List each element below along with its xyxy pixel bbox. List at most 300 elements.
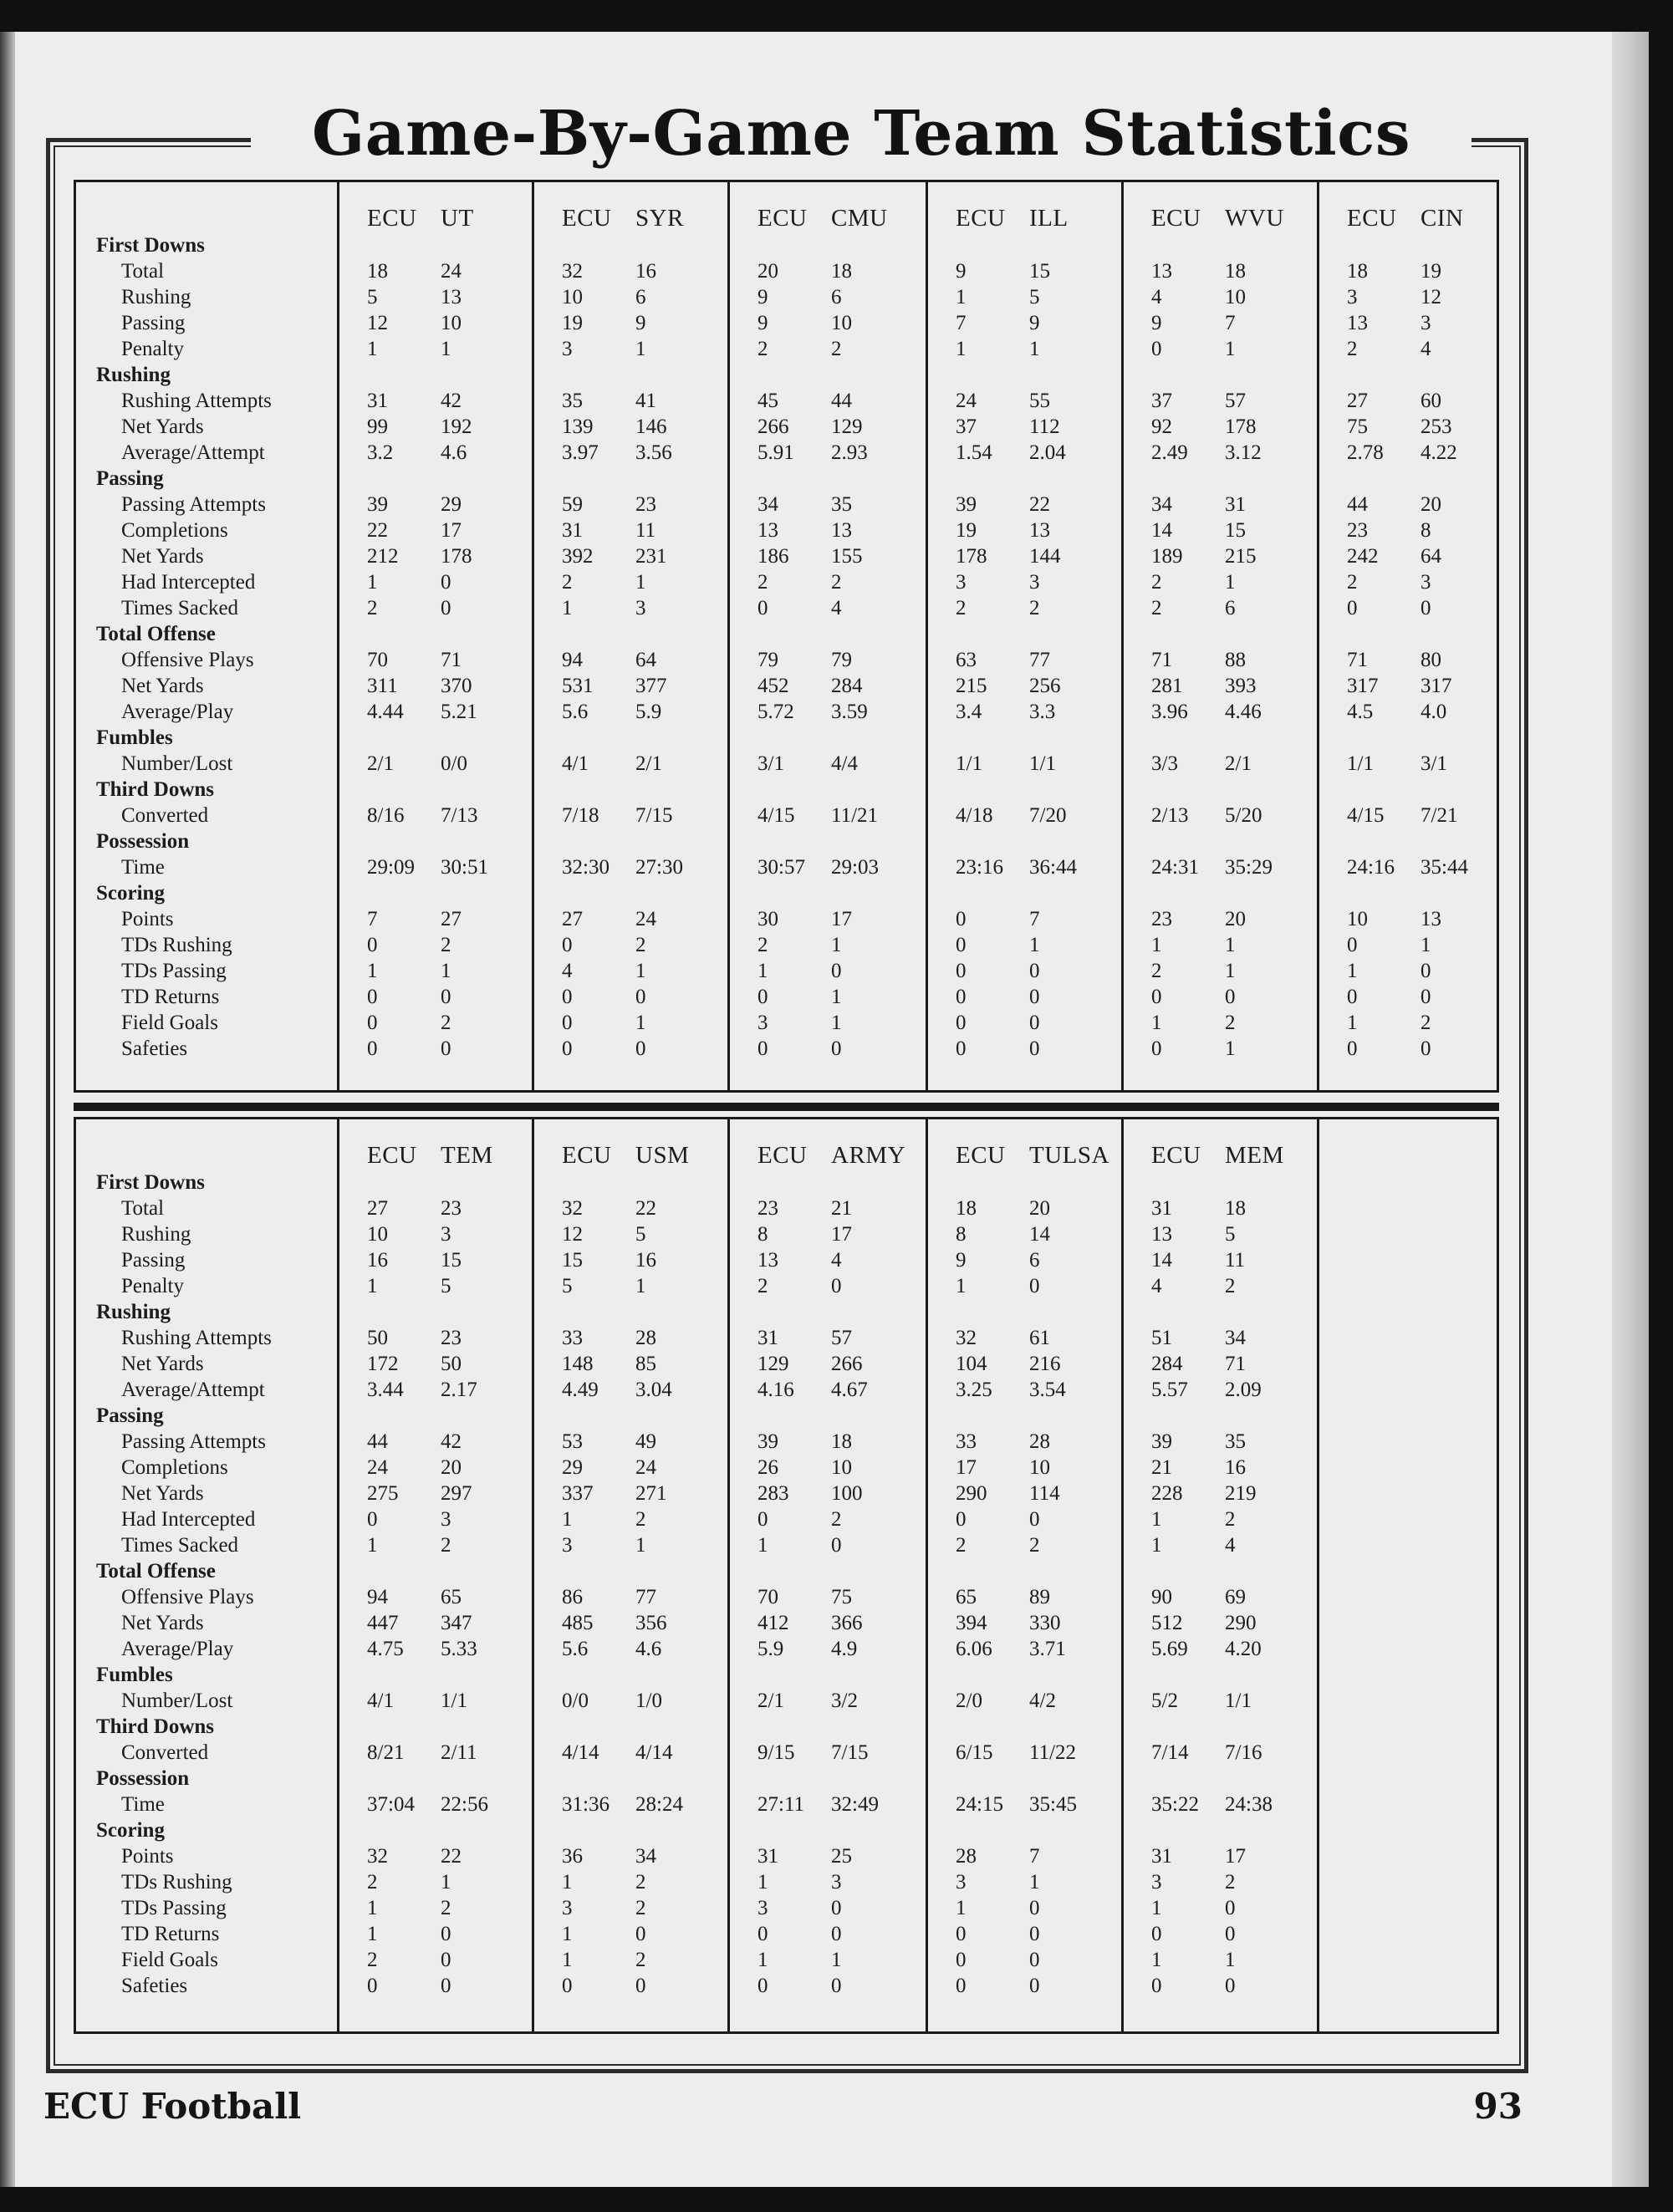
- stat-value-home: 3.97: [562, 441, 599, 464]
- row-label: Penalty: [121, 338, 184, 360]
- stat-value-home: 4/1: [562, 752, 589, 775]
- stat-value-home: 1: [367, 338, 378, 360]
- row-group-label: Scoring: [96, 882, 165, 905]
- stat-value-opponent: 0: [441, 571, 451, 594]
- row-label: TD Returns: [121, 1923, 220, 1945]
- stat-value-home: 9: [1151, 312, 1162, 334]
- row-label: Converted: [121, 804, 209, 827]
- stat-value-home: 5: [562, 1275, 573, 1297]
- stat-value-opponent: 17: [441, 519, 462, 542]
- stat-value-opponent: 1: [635, 1534, 646, 1557]
- stat-value-home: 189: [1151, 545, 1183, 568]
- stat-value-opponent: 3: [831, 1871, 842, 1893]
- row-label: Rushing: [121, 286, 191, 308]
- stat-value-opponent: 5: [441, 1275, 451, 1297]
- stat-value-home: 0: [1151, 338, 1162, 360]
- stat-value-home: 2: [1151, 597, 1162, 619]
- stat-value-opponent: 64: [635, 649, 656, 671]
- stat-value-home: 0: [367, 1037, 378, 1060]
- stat-value-opponent: 0: [441, 597, 451, 619]
- stat-value-home: 0: [562, 934, 573, 956]
- stat-value-opponent: 22: [1029, 493, 1050, 516]
- stat-value-opponent: 1: [1029, 1871, 1040, 1893]
- stat-value-opponent: 9: [635, 312, 646, 334]
- stat-value-home: 447: [367, 1612, 399, 1634]
- stat-value-opponent: 16: [635, 260, 656, 283]
- team-header-opponent: MEM: [1225, 1142, 1284, 1169]
- stat-value-home: 0: [956, 1508, 967, 1531]
- stat-value-home: 29:09: [367, 856, 415, 879]
- stat-value-opponent: 11: [1225, 1249, 1246, 1272]
- stat-value-home: 4/15: [1347, 804, 1385, 827]
- stat-value-opponent: 155: [831, 545, 863, 568]
- stat-value-opponent: 0: [1225, 986, 1236, 1008]
- stat-value-opponent: 69: [1225, 1586, 1246, 1608]
- stat-value-home: 39: [367, 493, 388, 516]
- stat-value-opponent: 0: [1421, 597, 1431, 619]
- stat-value-opponent: 41: [635, 390, 656, 412]
- stat-value-opponent: 3.56: [635, 441, 672, 464]
- stat-value-opponent: 35:44: [1421, 856, 1468, 879]
- row-label: Offensive Plays: [121, 1586, 254, 1608]
- stat-value-home: 24: [956, 390, 977, 412]
- stat-value-opponent: 0: [831, 1037, 842, 1060]
- stat-value-opponent: 2.04: [1029, 441, 1066, 464]
- stat-value-home: 178: [956, 545, 987, 568]
- stat-value-opponent: 7: [1029, 908, 1040, 930]
- stat-value-opponent: 2.93: [831, 441, 868, 464]
- stat-value-home: 0: [367, 1012, 378, 1034]
- stat-value-opponent: 178: [1225, 415, 1257, 438]
- stat-value-home: 34: [757, 493, 778, 516]
- stat-value-home: 51: [1151, 1327, 1172, 1349]
- stat-value-opponent: 2: [1029, 597, 1040, 619]
- stat-value-opponent: 3: [441, 1223, 451, 1246]
- stat-value-opponent: 2: [1225, 1275, 1236, 1297]
- page-title: Game-By-Game Team Statistics: [251, 88, 1472, 180]
- page-edge: [1612, 32, 1649, 2187]
- stat-value-home: 1: [562, 1949, 573, 1971]
- stat-value-home: 39: [956, 493, 977, 516]
- stat-value-opponent: 31: [1225, 493, 1246, 516]
- stat-value-opponent: 24: [441, 260, 462, 283]
- stat-value-home: 0: [562, 986, 573, 1008]
- stat-value-opponent: 23: [441, 1197, 462, 1220]
- stat-value-opponent: 1/1: [1029, 752, 1056, 775]
- stat-value-home: 0: [757, 986, 768, 1008]
- stat-value-home: 281: [1151, 675, 1183, 697]
- stat-value-home: 412: [757, 1612, 789, 1634]
- stat-value-opponent: 55: [1029, 390, 1050, 412]
- stat-value-opponent: 75: [831, 1586, 852, 1608]
- stat-value-opponent: 1: [441, 960, 451, 982]
- stat-value-opponent: 2: [635, 1897, 646, 1919]
- stat-value-home: 3: [956, 1871, 967, 1893]
- stat-value-home: 2: [1347, 338, 1358, 360]
- stat-value-opponent: 3: [1421, 571, 1431, 594]
- column-divider: [337, 182, 339, 1090]
- row-group-label: Fumbles: [96, 726, 173, 749]
- row-label: Passing: [121, 312, 186, 334]
- stat-value-opponent: 3.54: [1029, 1379, 1066, 1401]
- stat-value-opponent: 22: [635, 1197, 656, 1220]
- stat-value-home: 2: [367, 1949, 378, 1971]
- stat-value-home: 5.69: [1151, 1638, 1188, 1660]
- stat-value-opponent: 21: [831, 1197, 852, 1220]
- stat-value-opponent: 61: [1029, 1327, 1050, 1349]
- stat-value-home: 30:57: [757, 856, 805, 879]
- row-label: Times Sacked: [121, 597, 239, 619]
- stat-value-opponent: 5: [635, 1223, 646, 1246]
- stat-value-opponent: 2: [635, 934, 646, 956]
- stat-value-opponent: 15: [1225, 519, 1246, 542]
- column-divider: [1317, 182, 1319, 1090]
- stat-value-opponent: 11/22: [1029, 1741, 1077, 1764]
- stat-value-home: 2: [757, 571, 768, 594]
- stat-value-opponent: 0: [635, 1037, 646, 1060]
- column-divider: [926, 182, 928, 1090]
- stat-value-opponent: 24: [635, 1456, 656, 1479]
- stat-value-opponent: 2: [635, 1871, 646, 1893]
- stat-value-home: 36: [562, 1845, 583, 1868]
- stat-value-home: 71: [1347, 649, 1368, 671]
- stat-value-home: 92: [1151, 415, 1172, 438]
- stat-value-opponent: 13: [831, 519, 852, 542]
- stat-value-home: 4: [562, 960, 573, 982]
- stat-value-opponent: 10: [1225, 286, 1246, 308]
- row-label: Net Yards: [121, 1353, 204, 1375]
- stat-value-opponent: 42: [441, 390, 462, 412]
- stat-value-home: 23: [1151, 908, 1172, 930]
- stat-value-opponent: 3: [1421, 312, 1431, 334]
- stat-value-home: 1: [367, 1897, 378, 1919]
- stat-value-home: 31: [1151, 1197, 1172, 1220]
- stat-value-home: 14: [1151, 519, 1172, 542]
- stat-value-home: 1: [367, 1534, 378, 1557]
- stat-value-opponent: 28:24: [635, 1793, 683, 1816]
- stat-value-opponent: 4: [1421, 338, 1431, 360]
- stat-value-home: 3.4: [956, 701, 982, 723]
- row-label: Net Yards: [121, 545, 204, 568]
- stat-value-opponent: 13: [1029, 519, 1050, 542]
- stat-value-opponent: 1: [1225, 1037, 1236, 1060]
- section-divider: [74, 1103, 1499, 1111]
- stat-value-opponent: 0: [1029, 986, 1040, 1008]
- stat-value-home: 9: [757, 286, 768, 308]
- stat-value-home: 44: [367, 1430, 388, 1453]
- stat-value-home: 94: [367, 1586, 388, 1608]
- stat-value-opponent: 4.6: [441, 441, 467, 464]
- stat-value-opponent: 7/20: [1029, 804, 1067, 827]
- stat-value-home: 1.54: [956, 441, 992, 464]
- stat-value-home: 31: [1151, 1845, 1172, 1868]
- stat-value-home: 32: [956, 1327, 977, 1349]
- stat-value-opponent: 18: [1225, 260, 1246, 283]
- stat-value-opponent: 370: [441, 675, 472, 697]
- stat-value-home: 266: [757, 415, 789, 438]
- stat-value-opponent: 2: [831, 571, 842, 594]
- stat-value-home: 3.25: [956, 1379, 992, 1401]
- stat-value-home: 45: [757, 390, 778, 412]
- stat-value-home: 3: [757, 1897, 768, 1919]
- stat-value-opponent: 1: [635, 1275, 646, 1297]
- stat-value-home: 0: [367, 934, 378, 956]
- stat-value-home: 71: [1151, 649, 1172, 671]
- stat-value-home: 0: [1347, 986, 1358, 1008]
- stat-value-home: 2: [757, 934, 768, 956]
- stat-value-opponent: 317: [1421, 675, 1452, 697]
- stat-value-opponent: 7/21: [1421, 804, 1458, 827]
- stat-value-home: 10: [367, 1223, 388, 1246]
- stat-value-home: 5.6: [562, 701, 589, 723]
- team-header-home: ECU: [562, 1142, 612, 1169]
- stat-value-home: 65: [956, 1586, 977, 1608]
- row-label: Net Yards: [121, 1482, 204, 1505]
- stat-value-home: 452: [757, 675, 789, 697]
- stat-value-opponent: 0: [831, 1534, 842, 1557]
- team-header-opponent: ILL: [1029, 205, 1069, 232]
- stat-value-opponent: 71: [441, 649, 462, 671]
- stats-table-bottom: [74, 1117, 1499, 2034]
- team-header-home: ECU: [367, 1142, 417, 1169]
- stat-value-home: 8/21: [367, 1741, 405, 1764]
- stat-value-home: 4.44: [367, 701, 404, 723]
- stat-value-opponent: 49: [635, 1430, 656, 1453]
- stat-value-home: 3.44: [367, 1379, 404, 1401]
- stat-value-home: 0: [562, 1037, 573, 1060]
- stat-value-home: 1/1: [1347, 752, 1374, 775]
- row-label: Time: [121, 1793, 165, 1816]
- stat-value-home: 3.96: [1151, 701, 1188, 723]
- stat-value-opponent: 20: [1421, 493, 1441, 516]
- row-label: Completions: [121, 1456, 228, 1479]
- stat-value-home: 6/15: [956, 1741, 993, 1764]
- stat-value-opponent: 4: [1225, 1534, 1236, 1557]
- stat-value-home: 2.49: [1151, 441, 1188, 464]
- stat-value-opponent: 330: [1029, 1612, 1061, 1634]
- stat-value-opponent: 393: [1225, 675, 1257, 697]
- stat-value-home: 23:16: [956, 856, 1003, 879]
- stat-value-home: 1: [367, 571, 378, 594]
- stat-value-home: 0: [1151, 1975, 1162, 1997]
- stat-value-home: 5: [367, 286, 378, 308]
- stat-value-opponent: 85: [635, 1353, 656, 1375]
- stat-value-home: 32:30: [562, 856, 610, 879]
- stat-value-home: 0: [1347, 597, 1358, 619]
- team-header-home: ECU: [757, 1142, 808, 1169]
- stat-value-home: 0: [956, 908, 967, 930]
- stat-value-opponent: 5.9: [635, 701, 662, 723]
- stat-value-opponent: 4.20: [1225, 1638, 1262, 1660]
- stat-value-home: 531: [562, 675, 594, 697]
- stat-value-opponent: 89: [1029, 1586, 1050, 1608]
- stat-value-home: 2: [367, 597, 378, 619]
- stat-value-opponent: 0: [831, 1975, 842, 1997]
- row-label: TDs Rushing: [121, 934, 232, 956]
- stat-value-home: 30: [757, 908, 778, 930]
- row-label: Passing: [121, 1249, 186, 1272]
- stat-value-home: 4/1: [367, 1690, 394, 1712]
- stat-value-home: 2/1: [757, 1690, 784, 1712]
- row-label: TDs Rushing: [121, 1871, 232, 1893]
- stat-value-home: 94: [562, 649, 583, 671]
- stat-value-home: 19: [562, 312, 583, 334]
- stat-value-opponent: 178: [441, 545, 472, 568]
- stat-value-opponent: 5.21: [441, 701, 477, 723]
- stat-value-home: 1: [757, 1871, 768, 1893]
- column-divider: [926, 1119, 928, 2031]
- row-label: Had Intercepted: [121, 571, 256, 594]
- stat-value-home: 1: [367, 1923, 378, 1945]
- stat-value-home: 4/18: [956, 804, 993, 827]
- stat-value-home: 1: [757, 1534, 768, 1557]
- row-group-label: Possession: [96, 1767, 190, 1790]
- stat-value-home: 0: [1347, 1037, 1358, 1060]
- stat-value-home: 12: [367, 312, 388, 334]
- stat-value-opponent: 2.09: [1225, 1379, 1262, 1401]
- stat-value-opponent: 144: [1029, 545, 1061, 568]
- stat-value-home: 1: [1151, 1012, 1162, 1034]
- stat-value-opponent: 1: [1225, 960, 1236, 982]
- stat-value-home: 79: [757, 649, 778, 671]
- stat-value-opponent: 10: [831, 312, 852, 334]
- stat-value-home: 5/2: [1151, 1690, 1178, 1712]
- stat-value-home: 0: [367, 1508, 378, 1531]
- stat-value-home: 5.9: [757, 1638, 784, 1660]
- stat-value-opponent: 129: [831, 415, 863, 438]
- stat-value-opponent: 30:51: [441, 856, 488, 879]
- stat-value-home: 1: [367, 1275, 378, 1297]
- stat-value-home: 290: [956, 1482, 987, 1505]
- stat-value-home: 63: [956, 649, 977, 671]
- stat-value-opponent: 2: [1225, 1508, 1236, 1531]
- page-number: 93: [1473, 2086, 1523, 2127]
- stat-value-opponent: 1: [635, 338, 646, 360]
- stat-value-opponent: 3/1: [1421, 752, 1447, 775]
- stat-value-home: 4: [1151, 286, 1162, 308]
- stat-value-opponent: 15: [441, 1249, 462, 1272]
- stat-value-opponent: 7/13: [441, 804, 478, 827]
- column-divider: [1317, 1119, 1319, 2031]
- team-header-home: ECU: [757, 205, 808, 232]
- team-header-opponent: ARMY: [831, 1142, 906, 1169]
- stat-value-opponent: 290: [1225, 1612, 1257, 1634]
- stat-value-opponent: 2: [831, 1508, 842, 1531]
- stat-value-home: 2: [956, 597, 967, 619]
- stat-value-home: 0: [367, 986, 378, 1008]
- stat-value-home: 24:15: [956, 1793, 1003, 1816]
- stat-value-home: 1: [562, 1508, 573, 1531]
- stat-value-opponent: 231: [635, 545, 667, 568]
- row-group-label: Third Downs: [96, 1715, 215, 1738]
- stat-value-home: 392: [562, 545, 594, 568]
- stat-value-home: 29: [562, 1456, 583, 1479]
- stat-value-home: 13: [757, 519, 778, 542]
- stat-value-home: 10: [1347, 908, 1368, 930]
- stat-value-opponent: 0: [441, 1975, 451, 1997]
- stat-value-home: 23: [757, 1197, 778, 1220]
- stat-value-opponent: 4.67: [831, 1379, 868, 1401]
- stat-value-opponent: 50: [441, 1353, 462, 1375]
- stat-value-opponent: 347: [441, 1612, 472, 1634]
- stat-value-home: 27: [1347, 390, 1368, 412]
- stat-value-opponent: 1: [831, 986, 842, 1008]
- stat-value-home: 317: [1347, 675, 1379, 697]
- stat-value-opponent: 16: [1225, 1456, 1246, 1479]
- stat-value-opponent: 57: [831, 1327, 852, 1349]
- stat-value-home: 2/0: [956, 1690, 982, 1712]
- stat-value-opponent: 23: [441, 1327, 462, 1349]
- row-label: Net Yards: [121, 1612, 204, 1634]
- stat-value-home: 1: [1151, 1949, 1162, 1971]
- stat-value-home: 90: [1151, 1586, 1172, 1608]
- stat-value-home: 4.49: [562, 1379, 599, 1401]
- stat-value-opponent: 2/1: [635, 752, 662, 775]
- stat-value-opponent: 1/1: [1225, 1690, 1252, 1712]
- stat-value-opponent: 1/1: [441, 1690, 467, 1712]
- column-divider: [337, 1119, 339, 2031]
- stat-value-home: 0: [956, 1923, 967, 1945]
- stat-value-home: 0: [956, 960, 967, 982]
- stat-value-opponent: 0: [1029, 1508, 1040, 1531]
- stat-value-home: 0: [757, 1923, 768, 1945]
- stat-value-opponent: 22: [441, 1845, 462, 1868]
- stat-value-opponent: 0: [441, 1037, 451, 1060]
- row-label: TD Returns: [121, 986, 220, 1008]
- stat-value-home: 0: [956, 1037, 967, 1060]
- footer-publication: ECU Football: [43, 2086, 302, 2127]
- stat-value-opponent: 4.9: [831, 1638, 858, 1660]
- stat-value-home: 12: [562, 1223, 583, 1246]
- stat-value-opponent: 0: [831, 1923, 842, 1945]
- stat-value-opponent: 6: [635, 286, 646, 308]
- column-divider: [727, 1119, 730, 2031]
- stat-value-home: 33: [562, 1327, 583, 1349]
- stat-value-home: 8/16: [367, 804, 405, 827]
- team-header-home: ECU: [562, 205, 612, 232]
- stat-value-opponent: 1: [441, 338, 451, 360]
- stat-value-home: 31: [562, 519, 583, 542]
- stat-value-opponent: 64: [1421, 545, 1441, 568]
- row-label: Penalty: [121, 1275, 184, 1297]
- stat-value-home: 14: [1151, 1249, 1172, 1272]
- stat-value-home: 212: [367, 545, 399, 568]
- stat-value-opponent: 18: [831, 1430, 852, 1453]
- stat-value-home: 1: [1151, 1897, 1162, 1919]
- stat-value-home: 86: [562, 1586, 583, 1608]
- stat-value-opponent: 28: [635, 1327, 656, 1349]
- stat-value-opponent: 0: [831, 1897, 842, 1919]
- stat-value-opponent: 10: [831, 1456, 852, 1479]
- column-divider: [532, 182, 534, 1090]
- stat-value-opponent: 79: [831, 649, 852, 671]
- stat-value-home: 4/14: [562, 1741, 599, 1764]
- row-group-label: Passing: [96, 1404, 164, 1427]
- stat-value-opponent: 0: [635, 986, 646, 1008]
- stat-value-home: 39: [757, 1430, 778, 1453]
- row-label: Completions: [121, 519, 228, 542]
- stat-value-home: 2: [367, 1871, 378, 1893]
- stat-value-home: 24: [367, 1456, 388, 1479]
- stat-value-opponent: 216: [1029, 1353, 1061, 1375]
- stat-value-opponent: 2/11: [441, 1741, 477, 1764]
- stat-value-opponent: 2: [441, 1012, 451, 1034]
- stat-value-home: 3/3: [1151, 752, 1178, 775]
- stat-value-home: 9: [757, 312, 768, 334]
- stat-value-home: 35:22: [1151, 1793, 1199, 1816]
- stat-value-opponent: 3: [1029, 571, 1040, 594]
- stat-value-home: 0: [757, 1508, 768, 1531]
